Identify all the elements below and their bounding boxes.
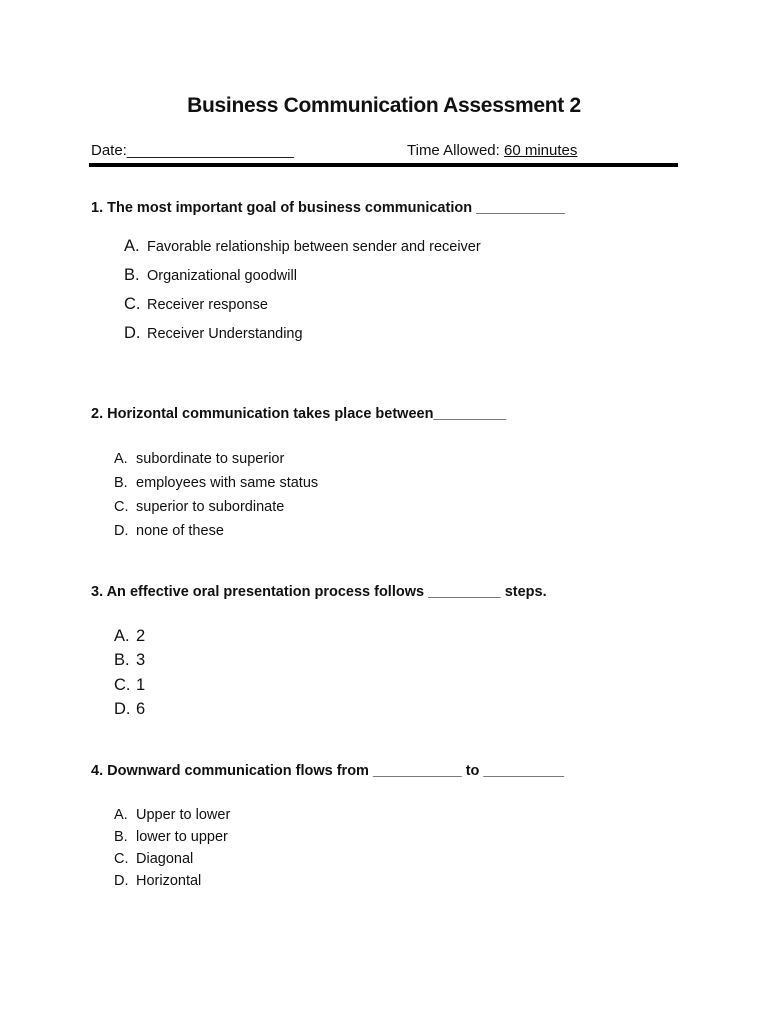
option-letter: D.: [114, 523, 129, 539]
question-3-option-d: [114, 700, 145, 719]
question-3-option-c: [114, 676, 145, 695]
question-4-option-b: [114, 829, 228, 845]
option-letter: C.: [114, 499, 129, 515]
option-text: 3: [136, 651, 146, 669]
option-text: none of these: [136, 523, 224, 539]
option-letter: A.: [114, 627, 130, 645]
question-4-option-c: [114, 851, 193, 867]
option-text: 6: [136, 700, 146, 718]
question-4-option-d: [114, 873, 201, 889]
question-3-text: 3. An effective oral presentation process follows _________ steps.: [91, 584, 547, 600]
option-letter: A.: [114, 451, 128, 467]
option-letter: B.: [124, 266, 140, 284]
header-divider: [89, 163, 678, 167]
option-text: 1: [136, 676, 146, 694]
question-4-text: 4. Downward communication flows from ___________ to __________: [91, 763, 565, 779]
option-letter: C.: [114, 851, 129, 867]
option-letter: D.: [124, 324, 141, 342]
question-2-option-a: [114, 451, 284, 467]
option-letter: B.: [114, 651, 130, 669]
option-letter: A.: [114, 807, 128, 823]
option-text: 2: [136, 627, 146, 645]
option-letter: A.: [124, 237, 140, 255]
question-3-option-b: [114, 651, 145, 670]
question-1-text: 1. The most important goal of business communication ___________: [91, 200, 565, 216]
question-2-option-d: [114, 523, 224, 539]
option-letter: D.: [114, 700, 131, 718]
option-text: superior to subordinate: [136, 499, 285, 515]
question-1-option-b: [124, 266, 297, 285]
option-text: Favorable relationship between sender and receiver: [147, 239, 481, 255]
question-1-option-c: [124, 295, 268, 314]
option-letter: D.: [114, 873, 129, 889]
option-letter: B.: [114, 475, 128, 491]
option-text: Diagonal: [136, 851, 194, 867]
question-4-option-a: [114, 807, 230, 823]
option-letter: C.: [124, 295, 141, 313]
option-letter: C.: [114, 676, 131, 694]
time-allowed-value: 60 minutes: [503, 142, 578, 159]
option-text: Organizational goodwill: [147, 268, 297, 284]
option-text: Receiver Understanding: [147, 326, 303, 342]
option-text: Upper to lower: [136, 807, 231, 823]
option-text: employees with same status: [136, 475, 319, 491]
question-2-option-b: [114, 475, 318, 491]
date-field: Date:____________________: [91, 142, 294, 159]
question-2-text: 2. Horizontal communication takes place between_________: [91, 406, 507, 422]
time-allowed: [407, 142, 577, 159]
page-title: Business Communication Assessment 2: [187, 94, 581, 117]
question-1-option-a: [124, 237, 481, 256]
option-text: lower to upper: [136, 829, 228, 845]
option-text: Receiver response: [147, 297, 268, 313]
option-text: subordinate to superior: [136, 451, 285, 467]
option-text: Horizontal: [136, 873, 202, 889]
question-2-option-c: [114, 499, 284, 515]
question-3-option-a: [114, 627, 145, 646]
time-allowed-label: Time Allowed:: [407, 142, 504, 159]
question-1-option-d: [124, 324, 303, 343]
option-letter: B.: [114, 829, 128, 845]
